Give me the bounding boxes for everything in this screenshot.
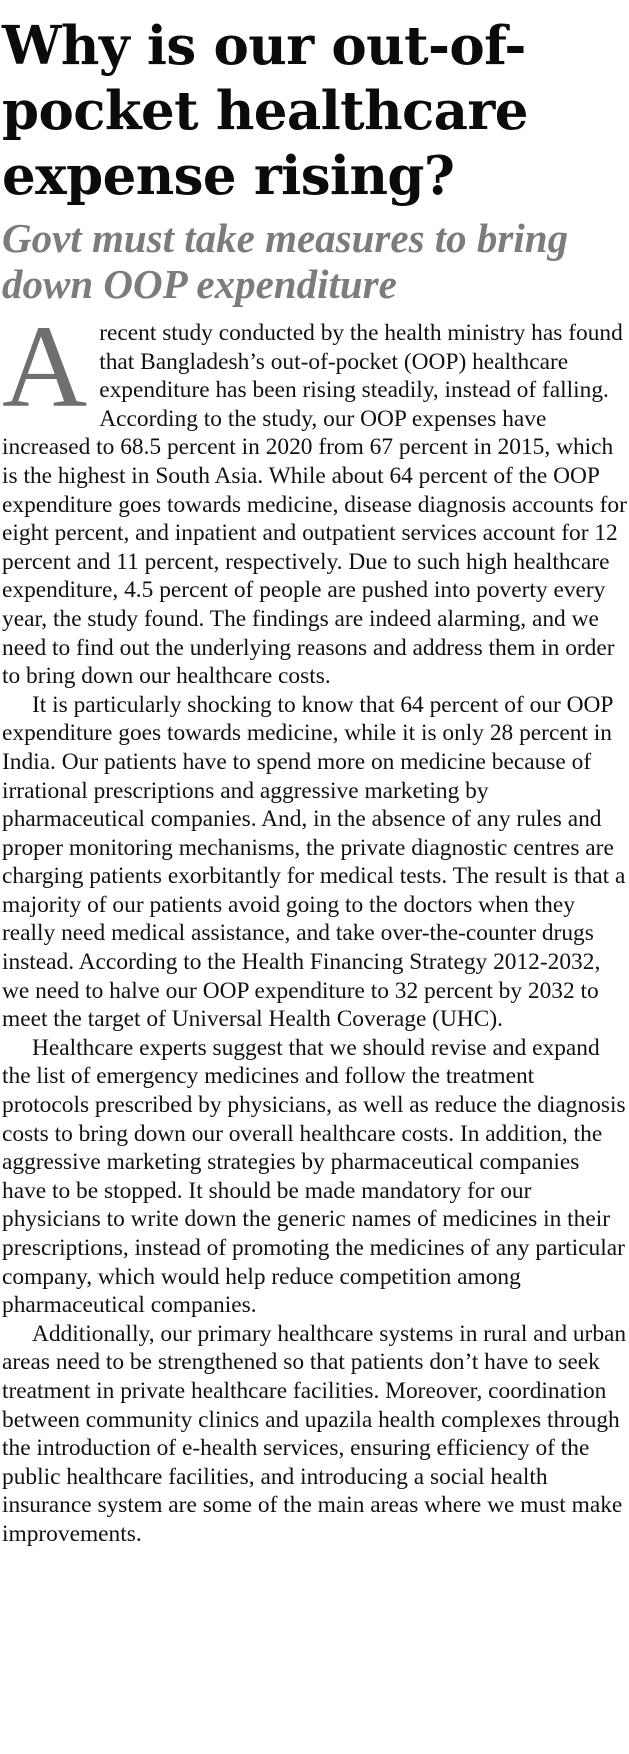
drop-cap: A	[2, 301, 88, 432]
paragraph-3: Healthcare experts suggest that we should revise and expand the list of emergency medicines and follow the treatment protocols prescribed by physicians, as well as reduce the diagnosis costs to bring down our overall healthcare costs. In addition, the aggressive marketing strategies by pharmaceutical companies have to be stopped. It should be made mandatory for our physicians to write down the generic names of medicines in their prescriptions, instead of promoting the medicines of any particular company, which would help reduce competition among pharmaceutical companies.	[2, 1034, 626, 1319]
article-body	[2, 301, 627, 1549]
paragraph-2: It is particularly shocking to know that 64 percent of our OOP expenditure goes towards medicine, while it is only 28 percent in India. Our patients have to spend more on medicine because of irrational prescriptions and aggressive marketing by pharmaceutical companies. And, in the absence of any rules and proper monitoring mechanisms, the private diagnostic centres are charging patients exorbitantly for medical tests. The result is that a majority of our patients avoid going to the doctors when they really need medical assistance, and take over-the-counter drugs instead. According to the Health Financing Strategy 2012-2032, we need to halve our OOP expenditure to 32 percent by 2032 to meet the target of Universal Health Coverage (UHC).	[2, 691, 626, 1033]
paragraph-4: Additionally, our primary healthcare systems in rural and urban areas need to be strengthened so that patients don’t have to seek treatment in private healthcare facilities. Moreover, coordination between community clinics and upazila health complexes through the introduction of e-health services, ensuring efficiency of the public healthcare facilities, and introducing a social health insurance system are some of the main areas where we must make improvements.	[2, 1320, 627, 1547]
paragraph-1-text: recent study conducted by the health ministry has found that Bangladesh’s out-of-pocket (OOP) healthcare expenditure has been rising steadily, instead of falling. According to the study, our OOP expenses have increased to 68.5 percent in 2020 from 67 percent in 2015, which is the highest in South Asia. While about 64 percent of the OOP expenditure goes towards medicine, disease diagnosis accounts for eight percent, and inpatient and outpatient services account for 12 percent and 11 percent, respectively. Due to such high healthcare expenditure, 4.5 percent of people are pushed into poverty every year, the study found. The findings are indeed alarming, and we need to find out the underlying reasons and address them in order to bring down our healthcare costs.	[2, 320, 627, 690]
subheadline: Govt must take measures to bring down OOP expenditure	[2, 215, 569, 307]
headline: Why is our out-of-pocket healthcare expense rising?	[2, 15, 528, 207]
paragraph-1	[2, 301, 627, 691]
